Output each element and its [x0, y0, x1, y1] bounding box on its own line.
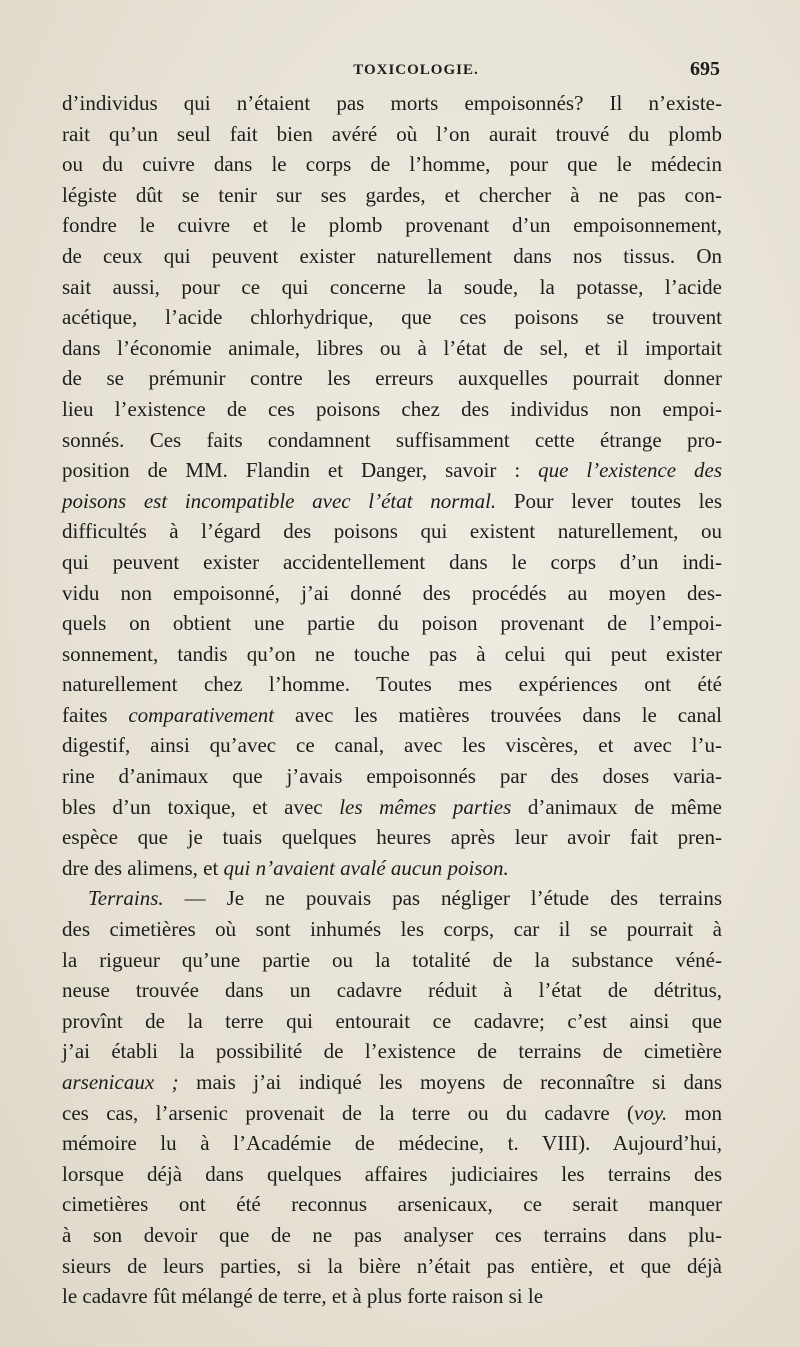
- text-line: [62, 241, 722, 272]
- text-segment: des cimetières où sont inhumés les corps, car il se pourrait à: [62, 917, 722, 942]
- text-line: [62, 1251, 722, 1282]
- text-line: [62, 639, 722, 670]
- text-segment: ou du cuivre dans le corps de l’homme, pour que le médecin: [62, 152, 722, 177]
- italic-text: que l’existence des: [538, 458, 723, 483]
- text-segment: mais j’ai indiqué les moyens de reconnaître si dans: [178, 1070, 722, 1094]
- text-segment: quels on obtient une partie du poison provenant de l’empoi-: [62, 611, 722, 636]
- text-segment: ces cas, l’arsenic provenait de la terre ou du cadavre (: [62, 1100, 635, 1125]
- italic-text: les mêmes parties: [339, 794, 512, 819]
- text-segment: cimetières ont été reconnus arsenicaux, ce serait manquer: [62, 1192, 722, 1217]
- text-line: [62, 730, 722, 761]
- text-line: [62, 333, 722, 364]
- text-segment: sieurs de leurs parties, si la bière n’était pas entière, et que déjà: [62, 1253, 722, 1278]
- text-segment: de se prémunir contre les erreurs auxquelles pourrait donner: [62, 366, 722, 391]
- text-line: [62, 149, 722, 180]
- text-segment: le cadavre fût mélangé de terre, et à plus forte raison si le: [62, 1284, 544, 1309]
- text-segment: Pour lever toutes les: [496, 488, 722, 513]
- text-line: [62, 302, 722, 333]
- text-segment: faites: [62, 702, 129, 727]
- text-segment: la rigueur qu’une partie ou la totalité de la substance véné-: [62, 947, 722, 972]
- text-segment: espèce que je tuais quelques heures après leur avoir fait pren-: [62, 825, 722, 850]
- text-line: [62, 1067, 722, 1098]
- text-line: [62, 761, 722, 792]
- text-line: [62, 1036, 722, 1067]
- text-segment: lieu l’existence de ces poisons chez des individus non empoi-: [62, 396, 722, 421]
- text-line: [62, 210, 722, 241]
- text-segment: provînt de la terre qui entourait ce cadavre; c’est ainsi que: [62, 1008, 722, 1033]
- text-segment: de ceux qui peuvent exister naturellement dans nos tissus. On: [62, 243, 722, 268]
- text-segment: — Je ne pouvais pas négliger l’étude des terrains: [163, 886, 722, 911]
- text-segment: avec les matières trouvées dans le canal: [274, 702, 722, 727]
- text-segment: d’individus qui n’étaient pas morts empoisonnés? Il n’existe-: [62, 91, 722, 115]
- text-line: [62, 700, 722, 731]
- text-line: [62, 1281, 722, 1312]
- text-segment: à son devoir que de ne pas analyser ces terrains dans plu-: [62, 1222, 722, 1247]
- text-line: [62, 608, 722, 639]
- text-line: [62, 1159, 722, 1190]
- text-segment: neuse trouvée dans un cadavre réduit à l’état de détritus,: [62, 978, 722, 1003]
- text-line: [62, 853, 722, 884]
- text-segment: mon: [667, 1100, 722, 1125]
- text-line: [62, 822, 722, 853]
- text-line: [62, 792, 722, 823]
- text-segment: sonnement, tandis qu’on ne touche pas à celui qui peut exister: [62, 641, 722, 666]
- italic-text: Terrains.: [88, 886, 164, 911]
- text-line: [62, 975, 722, 1006]
- text-segment: naturellement chez l’homme. Toutes mes expériences ont été: [62, 672, 722, 697]
- text-line: [62, 180, 722, 211]
- text-line: [62, 119, 722, 150]
- text-line: [62, 363, 722, 394]
- text-segment: acétique, l’acide chlorhydrique, que ces poisons se trouvent: [62, 305, 722, 330]
- text-segment: d’animaux de même: [511, 794, 723, 819]
- text-line: [62, 1220, 722, 1251]
- text-line: [62, 1006, 722, 1037]
- text-segment: position de MM. Flandin et Danger, savoir :: [62, 458, 539, 483]
- italic-text: voy.: [634, 1100, 668, 1125]
- text-segment: rait qu’un seul fait bien avéré où l’on aurait trouvé du plomb: [62, 121, 722, 146]
- running-title: TOXICOLOGIE.: [353, 62, 479, 78]
- text-line: [62, 394, 722, 425]
- text-segment: dans l’économie animale, libres ou à l’état de sel, et il importait: [62, 335, 722, 360]
- text-segment: rine d’animaux que j’avais empoisonnés par des doses varia-: [62, 764, 722, 789]
- text-segment: dre des alimens, et: [62, 855, 224, 880]
- text-line: [62, 455, 722, 486]
- text-line: [62, 516, 722, 547]
- body-text: [62, 88, 722, 1312]
- text-segment: digestif, ainsi qu’avec ce canal, avec les viscères, et avec l’u-: [62, 733, 722, 758]
- italic-text: comparativement: [128, 702, 275, 727]
- text-segment: bles d’un toxique, et avec: [62, 794, 340, 819]
- text-line: [62, 914, 722, 945]
- text-line: [62, 883, 722, 914]
- italic-text: poisons est incompatible avec l’état normal.: [62, 488, 497, 513]
- text-line: [62, 272, 722, 303]
- text-segment: lorsque déjà dans quelques affaires judiciaires les terrains des: [62, 1161, 722, 1186]
- running-head: [62, 58, 720, 86]
- text-segment: vidu non empoisonné, j’ai donné des procédés au moyen des-: [62, 580, 722, 605]
- text-line: [62, 669, 722, 700]
- text-segment: sonnés. Ces faits condamnent suffisamment cette étrange pro-: [62, 427, 722, 452]
- text-segment: sait aussi, pour ce qui concerne la soude, la potasse, l’acide: [62, 274, 722, 299]
- text-segment: légiste dût se tenir sur ses gardes, et chercher à ne pas con-: [62, 182, 722, 207]
- text-line: [62, 88, 722, 119]
- text-segment: qui peuvent exister accidentellement dans le corps d’un indi-: [62, 549, 722, 574]
- text-line: [62, 945, 722, 976]
- text-line: [62, 1189, 722, 1220]
- text-line: [62, 1098, 722, 1129]
- text-line: [62, 1128, 722, 1159]
- text-line: [62, 425, 722, 456]
- text-segment: fondre le cuivre et le plomb provenant d’un empoisonnement,: [62, 213, 722, 238]
- text-line: [62, 578, 722, 609]
- italic-text: qui n’avaient avalé aucun poison.: [223, 855, 509, 880]
- text-line: [62, 486, 722, 517]
- text-line: [62, 547, 722, 578]
- page-number: 695: [690, 58, 720, 80]
- text-segment: mémoire lu à l’Académie de médecine, t. VIII). Aujourd’hui,: [62, 1131, 722, 1156]
- text-segment: difficultés à l’égard des poisons qui existent naturellement, ou: [62, 519, 722, 544]
- text-segment: j’ai établi la possibilité de l’existence de terrains de cimetière: [62, 1039, 722, 1064]
- italic-text: arsenicaux ;: [62, 1070, 179, 1094]
